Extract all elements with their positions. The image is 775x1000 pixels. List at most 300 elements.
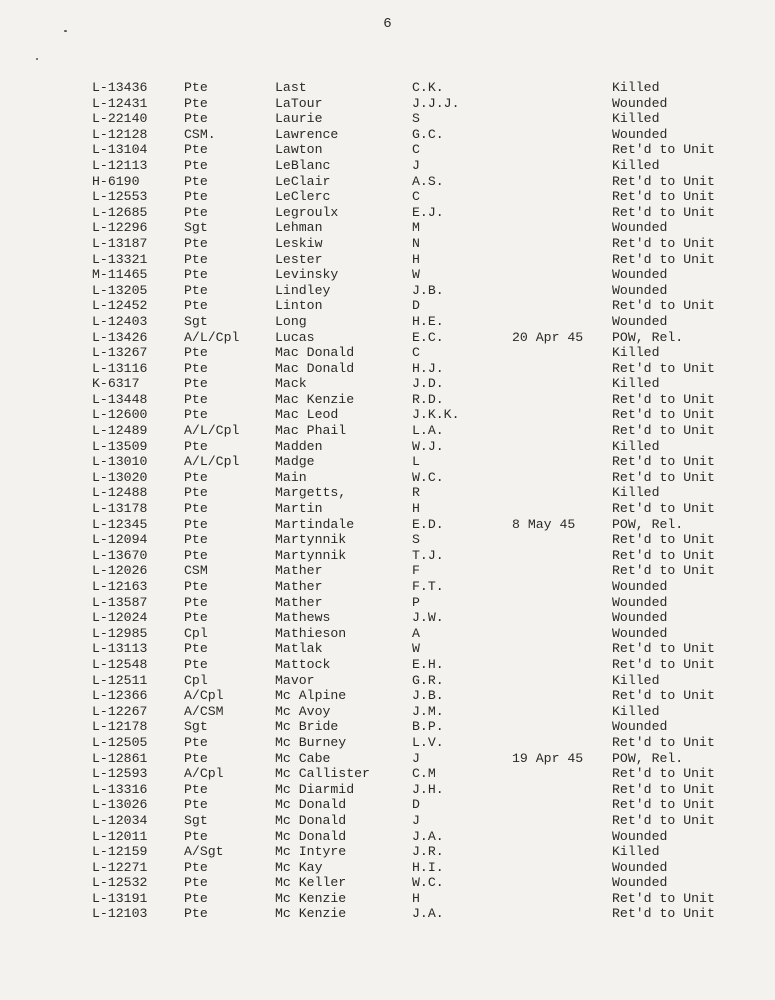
roster-row [0, 485, 775, 501]
initials-cell: H [412, 890, 420, 906]
service-number-cell: L-12178 [92, 719, 148, 735]
roster-row [0, 797, 775, 813]
service-number-cell: L-12103 [92, 906, 148, 922]
rank-cell: Pte [184, 797, 208, 813]
rank-cell: Sgt [184, 812, 208, 828]
status-cell: Wounded [612, 828, 668, 844]
service-number-cell: L-12532 [92, 875, 148, 891]
service-number-cell: K-6317 [92, 376, 140, 392]
roster-row [0, 111, 775, 127]
surname-cell: Lehman [275, 220, 323, 236]
rank-cell: Sgt [184, 220, 208, 236]
roster-row [0, 283, 775, 299]
roster-row [0, 860, 775, 876]
surname-cell: Martin [275, 501, 323, 517]
service-number-cell: L-12489 [92, 423, 148, 439]
status-cell: Killed [612, 111, 660, 127]
surname-cell: Mc Bride [275, 719, 339, 735]
rank-cell: Pte [184, 547, 208, 563]
initials-cell: H [412, 251, 420, 267]
initials-cell: G.R. [412, 672, 444, 688]
surname-cell: Mc Alpine [275, 688, 347, 704]
service-number-cell: L-13010 [92, 454, 148, 470]
service-number-cell: L-13026 [92, 797, 148, 813]
initials-cell: W [412, 267, 420, 283]
status-cell: Ret'd to Unit [612, 501, 715, 517]
surname-cell: Mc Kay [275, 859, 323, 875]
roster-row [0, 345, 775, 361]
surname-cell: Mac Kenzie [275, 391, 355, 407]
status-cell: POW, Rel. [612, 329, 684, 345]
rank-cell: Pte [184, 438, 208, 454]
roster-row [0, 610, 775, 626]
status-cell: Killed [612, 438, 660, 454]
status-cell: Ret'd to Unit [612, 641, 715, 657]
status-cell: Wounded [612, 126, 668, 142]
status-cell: Wounded [612, 594, 668, 610]
initials-cell: W [412, 641, 420, 657]
roster-row [0, 220, 775, 236]
initials-cell: H.E. [412, 313, 444, 329]
rank-cell: Pte [184, 656, 208, 672]
status-cell: Ret'd to Unit [612, 391, 715, 407]
service-number-cell: L-12431 [92, 95, 148, 111]
rank-cell: Pte [184, 80, 208, 95]
surname-cell: Legroulx [275, 204, 339, 220]
initials-cell: W.C. [412, 469, 444, 485]
service-number-cell: L-12034 [92, 812, 148, 828]
roster-row [0, 782, 775, 798]
rank-cell: Pte [184, 204, 208, 220]
surname-cell: Mc Callister [275, 766, 370, 782]
initials-cell: J.K.K. [412, 407, 460, 423]
status-cell: Ret'd to Unit [612, 298, 715, 314]
surname-cell: Mather [275, 579, 323, 594]
rank-cell: Pte [184, 142, 208, 158]
roster-row [0, 751, 775, 767]
surname-cell: Lucas [275, 329, 315, 345]
service-number-cell: L-12553 [92, 189, 148, 205]
roster-row [0, 641, 775, 657]
status-cell: Ret'd to Unit [612, 890, 715, 906]
status-cell: Wounded [612, 610, 668, 626]
roster-row [0, 189, 775, 205]
initials-cell: H.J. [412, 360, 444, 376]
surname-cell: Mac Donald [275, 360, 355, 376]
rank-cell: Pte [184, 532, 208, 548]
surname-cell: Last [275, 80, 307, 95]
initials-cell: J.H. [412, 781, 444, 797]
surname-cell: Mac Donald [275, 345, 355, 361]
rank-cell: Pte [184, 298, 208, 314]
rank-cell: Pte [184, 345, 208, 361]
status-cell: Ret'd to Unit [612, 189, 715, 205]
initials-cell: A.S. [412, 173, 444, 189]
date-cell: 20 Apr 45 [512, 329, 584, 345]
surname-cell: Martynnik [275, 547, 347, 563]
roster-row [0, 735, 775, 751]
date-cell: 8 May 45 [512, 516, 576, 532]
roster-row [0, 532, 775, 548]
status-cell: Ret'd to Unit [612, 407, 715, 423]
initials-cell: J.A. [412, 906, 444, 922]
rank-cell: A/Cpl [184, 688, 224, 704]
status-cell: Killed [612, 376, 660, 392]
rank-cell: Pte [184, 157, 208, 173]
status-cell: Killed [612, 80, 660, 95]
service-number-cell: L-13509 [92, 438, 148, 454]
status-cell: Ret'd to Unit [612, 656, 715, 672]
initials-cell: H [412, 501, 420, 517]
initials-cell: E.H. [412, 656, 444, 672]
surname-cell: Mattock [275, 656, 331, 672]
initials-cell: C.K. [412, 80, 444, 95]
service-number-cell: L-12271 [92, 859, 148, 875]
surname-cell: LeClerc [275, 189, 331, 205]
status-cell: Ret'd to Unit [612, 360, 715, 376]
status-cell: Killed [612, 485, 660, 501]
initials-cell: S [412, 532, 420, 548]
roster-row [0, 423, 775, 439]
service-number-cell: L-13448 [92, 391, 148, 407]
status-cell: Ret'd to Unit [612, 235, 715, 251]
surname-cell: Lawton [275, 142, 323, 158]
surname-cell: Lindley [275, 282, 331, 298]
rank-cell: Pte [184, 360, 208, 376]
roster-row [0, 392, 775, 408]
surname-cell: Mather [275, 594, 323, 610]
status-cell: Killed [612, 672, 660, 688]
initials-cell: E.C. [412, 329, 444, 345]
surname-cell: Mc Kenzie [275, 906, 347, 922]
roster-row [0, 875, 775, 891]
service-number-cell: L-12024 [92, 610, 148, 626]
rank-cell: Pte [184, 282, 208, 298]
status-cell: Ret'd to Unit [612, 688, 715, 704]
status-cell: Wounded [612, 282, 668, 298]
service-number-cell: L-13116 [92, 360, 148, 376]
roster-row [0, 174, 775, 190]
roster-row [0, 688, 775, 704]
surname-cell: Martynnik [275, 532, 347, 548]
initials-cell: J.M. [412, 703, 444, 719]
service-number-cell: L-12861 [92, 750, 148, 766]
rank-cell: Pte [184, 485, 208, 501]
surname-cell: Madden [275, 438, 323, 454]
surname-cell: Mc Cabe [275, 750, 331, 766]
service-number-cell: M-11465 [92, 267, 148, 283]
service-number-cell: L-13205 [92, 282, 148, 298]
surname-cell: Matlak [275, 641, 323, 657]
surname-cell: Mc Burney [275, 734, 347, 750]
initials-cell: J.A. [412, 828, 444, 844]
roster-row [0, 626, 775, 642]
page-number: 6 [383, 16, 392, 32]
rank-cell: Pte [184, 734, 208, 750]
initials-cell: R [412, 485, 420, 501]
roster-row [0, 267, 775, 283]
initials-cell: L.A. [412, 423, 444, 439]
service-number-cell: L-13321 [92, 251, 148, 267]
rank-cell: Pte [184, 501, 208, 517]
roster-row [0, 407, 775, 423]
initials-cell: E.J. [412, 204, 444, 220]
surname-cell: Lester [275, 251, 323, 267]
initials-cell: J.J.J. [412, 95, 460, 111]
initials-cell: G.C. [412, 126, 444, 142]
initials-cell: J [412, 750, 420, 766]
service-number-cell: L-12094 [92, 532, 148, 548]
roster-row [0, 813, 775, 829]
service-number-cell: L-12600 [92, 407, 148, 423]
surname-cell: Mathieson [275, 625, 347, 641]
initials-cell: R.D. [412, 391, 444, 407]
initials-cell: D [412, 797, 420, 813]
status-cell: Killed [612, 844, 660, 860]
roster-row [0, 158, 775, 174]
service-number-cell: L-13670 [92, 547, 148, 563]
roster-row [0, 906, 775, 922]
service-number-cell: L-12011 [92, 828, 148, 844]
status-cell: POW, Rel. [612, 750, 684, 766]
status-cell: Ret'd to Unit [612, 563, 715, 579]
rank-cell: Pte [184, 376, 208, 392]
status-cell: Wounded [612, 859, 668, 875]
status-cell: Ret'd to Unit [612, 454, 715, 470]
rank-cell: Pte [184, 407, 208, 423]
rank-cell: Pte [184, 781, 208, 797]
rank-cell: Pte [184, 235, 208, 251]
rank-cell: Pte [184, 251, 208, 267]
service-number-cell: L-13191 [92, 890, 148, 906]
surname-cell: Mc Donald [275, 797, 347, 813]
initials-cell: A [412, 625, 420, 641]
rank-cell: Pte [184, 594, 208, 610]
status-cell: Ret'd to Unit [612, 547, 715, 563]
status-cell: Ret'd to Unit [612, 766, 715, 782]
initials-cell: C [412, 345, 420, 361]
surname-cell: Levinsky [275, 267, 339, 283]
rank-cell: Pte [184, 859, 208, 875]
casualty-roster [0, 80, 775, 922]
roster-row [0, 454, 775, 470]
service-number-cell: L-13587 [92, 594, 148, 610]
status-cell: Wounded [612, 267, 668, 283]
roster-row [0, 236, 775, 252]
roster-row [0, 766, 775, 782]
roster-row [0, 517, 775, 533]
surname-cell: Lawrence [275, 126, 339, 142]
rank-cell: Pte [184, 469, 208, 485]
service-number-cell: L-12113 [92, 157, 148, 173]
status-cell: POW, Rel. [612, 516, 684, 532]
initials-cell: M [412, 220, 420, 236]
status-cell: Wounded [612, 220, 668, 236]
service-number-cell: L-13020 [92, 469, 148, 485]
surname-cell: Mc Donald [275, 828, 347, 844]
roster-row [0, 563, 775, 579]
status-cell: Ret'd to Unit [612, 173, 715, 189]
rank-cell: CSM. [184, 126, 216, 142]
rank-cell: A/Sgt [184, 844, 224, 860]
status-cell: Ret'd to Unit [612, 204, 715, 220]
surname-cell: LeBlanc [275, 157, 331, 173]
rank-cell: A/Cpl [184, 766, 224, 782]
roster-row [0, 891, 775, 907]
roster-row [0, 439, 775, 455]
status-cell: Wounded [612, 313, 668, 329]
status-cell: Wounded [612, 625, 668, 641]
roster-row [0, 829, 775, 845]
roster-row [0, 205, 775, 221]
rank-cell: Pte [184, 875, 208, 891]
service-number-cell: L-13104 [92, 142, 148, 158]
status-cell: Ret'd to Unit [612, 532, 715, 548]
rank-cell: A/L/Cpl [184, 329, 240, 345]
surname-cell: LeClair [275, 173, 331, 189]
rank-cell: Sgt [184, 313, 208, 329]
surname-cell: Martindale [275, 516, 355, 532]
surname-cell: Mack [275, 376, 307, 392]
service-number-cell: H-6190 [92, 173, 140, 189]
surname-cell: Linton [275, 298, 323, 314]
surname-cell: LaTour [275, 95, 323, 111]
rank-cell: Pte [184, 173, 208, 189]
service-number-cell: L-13113 [92, 641, 148, 657]
initials-cell: J.R. [412, 844, 444, 860]
status-cell: Wounded [612, 719, 668, 735]
surname-cell: Margetts, [275, 485, 347, 501]
service-number-cell: L-13267 [92, 345, 148, 361]
initials-cell: J [412, 812, 420, 828]
surname-cell: Mc Donald [275, 812, 347, 828]
status-cell: Wounded [612, 95, 668, 111]
service-number-cell: L-12505 [92, 734, 148, 750]
rank-cell: Pte [184, 890, 208, 906]
initials-cell: N [412, 235, 420, 251]
service-number-cell: L-12267 [92, 703, 148, 719]
initials-cell: H.I. [412, 859, 444, 875]
status-cell: Ret'd to Unit [612, 781, 715, 797]
initials-cell: L.V. [412, 734, 444, 750]
rank-cell: Pte [184, 610, 208, 626]
rank-cell: A/L/Cpl [184, 454, 240, 470]
roster-row [0, 579, 775, 595]
roster-row [0, 704, 775, 720]
rank-cell: A/L/Cpl [184, 423, 240, 439]
status-cell: Killed [612, 157, 660, 173]
paper-speck [36, 58, 38, 60]
service-number-cell: L-12548 [92, 656, 148, 672]
surname-cell: Mc Intyre [275, 844, 347, 860]
status-cell: Ret'd to Unit [612, 469, 715, 485]
rank-cell: Cpl [184, 672, 208, 688]
status-cell: Killed [612, 345, 660, 361]
service-number-cell: L-12366 [92, 688, 148, 704]
service-number-cell: L-12345 [92, 516, 148, 532]
roster-row [0, 470, 775, 486]
initials-cell: W.J. [412, 438, 444, 454]
roster-row [0, 314, 775, 330]
rank-cell: Pte [184, 641, 208, 657]
roster-row [0, 330, 775, 346]
status-cell: Ret'd to Unit [612, 142, 715, 158]
initials-cell: T.J. [412, 547, 444, 563]
rank-cell: A/CSM [184, 703, 224, 719]
initials-cell: C [412, 142, 420, 158]
rank-cell: Pte [184, 750, 208, 766]
service-number-cell: L-22140 [92, 111, 148, 127]
initials-cell: J.D. [412, 376, 444, 392]
roster-row [0, 548, 775, 564]
surname-cell: Mc Diarmid [275, 781, 355, 797]
initials-cell: J.B. [412, 688, 444, 704]
rank-cell: Sgt [184, 719, 208, 735]
service-number-cell: L-12296 [92, 220, 148, 236]
service-number-cell: L-12593 [92, 766, 148, 782]
paper-speck [64, 30, 67, 32]
roster-row [0, 298, 775, 314]
service-number-cell: L-13187 [92, 235, 148, 251]
status-cell: Ret'd to Unit [612, 906, 715, 922]
surname-cell: Long [275, 313, 307, 329]
rank-cell: Pte [184, 267, 208, 283]
initials-cell: W.C. [412, 875, 444, 891]
date-cell: 19 Apr 45 [512, 750, 584, 766]
initials-cell: F.T. [412, 579, 444, 594]
status-cell: Ret'd to Unit [612, 423, 715, 439]
status-cell: Wounded [612, 579, 668, 594]
roster-row [0, 252, 775, 268]
service-number-cell: L-12403 [92, 313, 148, 329]
surname-cell: Leskiw [275, 235, 323, 251]
surname-cell: Mavor [275, 672, 315, 688]
roster-row [0, 361, 775, 377]
service-number-cell: L-13426 [92, 329, 148, 345]
initials-cell: P [412, 594, 420, 610]
roster-row [0, 595, 775, 611]
initials-cell: C.M [412, 766, 436, 782]
initials-cell: L [412, 454, 420, 470]
rank-cell: Pte [184, 516, 208, 532]
status-cell: Ret'd to Unit [612, 734, 715, 750]
rank-cell: Cpl [184, 625, 208, 641]
surname-cell: Mac Leod [275, 407, 339, 423]
surname-cell: Mc Avoy [275, 703, 331, 719]
service-number-cell: L-12026 [92, 563, 148, 579]
service-number-cell: L-12128 [92, 126, 148, 142]
service-number-cell: L-12163 [92, 579, 148, 594]
status-cell: Ret'd to Unit [612, 812, 715, 828]
status-cell: Ret'd to Unit [612, 251, 715, 267]
status-cell: Killed [612, 703, 660, 719]
rank-cell: CSM [184, 563, 208, 579]
service-number-cell: L-12452 [92, 298, 148, 314]
rank-cell: Pte [184, 579, 208, 594]
surname-cell: Laurie [275, 111, 323, 127]
surname-cell: Mc Kenzie [275, 890, 347, 906]
service-number-cell: L-12159 [92, 844, 148, 860]
status-cell: Ret'd to Unit [612, 797, 715, 813]
surname-cell: Mathews [275, 610, 331, 626]
initials-cell: S [412, 111, 420, 127]
roster-row [0, 501, 775, 517]
initials-cell: F [412, 563, 420, 579]
initials-cell: D [412, 298, 420, 314]
status-cell: Wounded [612, 875, 668, 891]
service-number-cell: L-13436 [92, 80, 148, 95]
roster-row [0, 844, 775, 860]
